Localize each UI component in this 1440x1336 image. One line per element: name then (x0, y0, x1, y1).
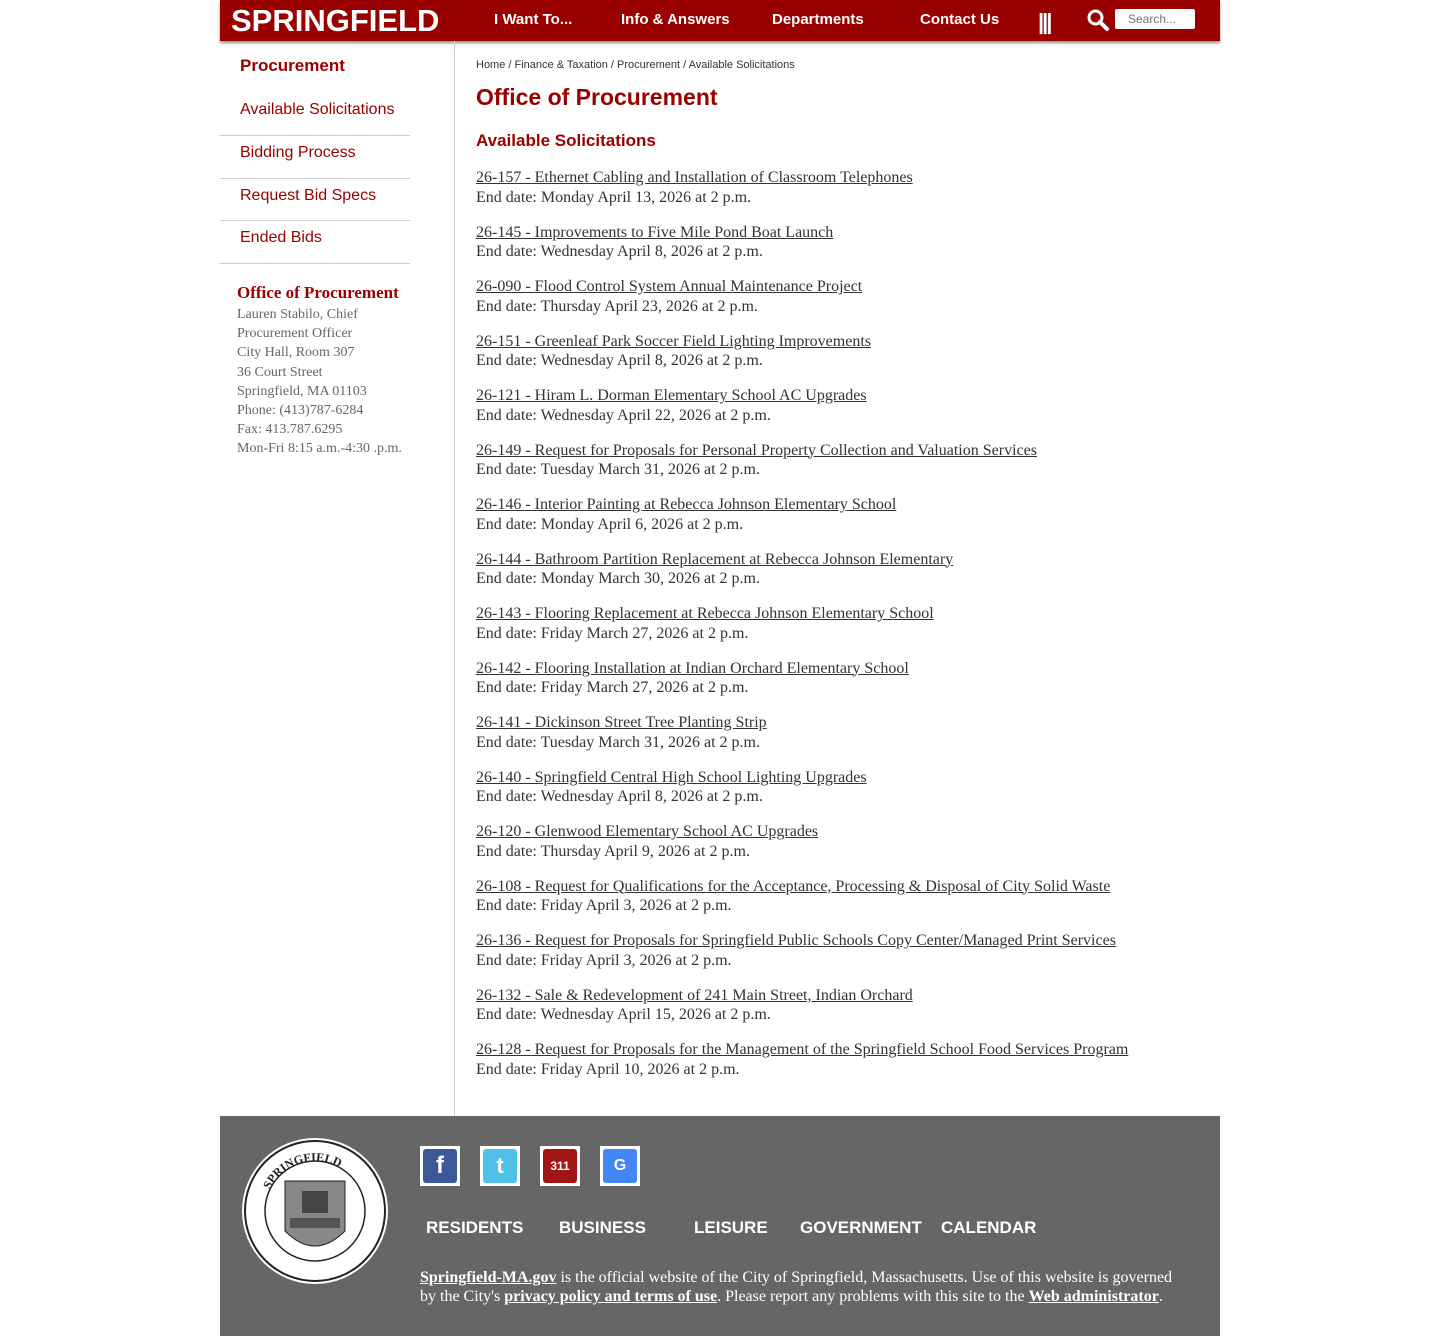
breadcrumb-home[interactable]: Home (476, 59, 506, 71)
solicitation-link[interactable]: 26-136 - Request for Proposals for Springfield Public Schools Copy Center/Managed Print Services (476, 932, 1116, 949)
solicitation-item (476, 386, 1128, 441)
nav-contact-us[interactable]: Contact Us (920, 11, 1000, 28)
google-translate-icon[interactable]: G (600, 1146, 640, 1186)
solicitation-link[interactable]: 26-128 - Request for Proposals for the Management of the Springfield School Food Services Program (476, 1041, 1129, 1058)
facebook-icon[interactable]: f (420, 1146, 460, 1186)
311-icon[interactable]: 311 (540, 1146, 580, 1186)
footer-nav-leisure[interactable]: LEISURE (694, 1218, 768, 1237)
section-title: Available Solicitations (476, 131, 656, 150)
solicitation-link[interactable]: 26-141 - Dickinson Street Tree Planting Strip (476, 714, 767, 731)
footer-nav-residents[interactable]: RESIDENTS (426, 1218, 524, 1237)
solicitation-link[interactable]: 26-108 - Request for Qualifications for the Acceptance, Processing & Disposal of City Solid Waste (476, 877, 1111, 895)
solicitation-link[interactable]: 26-090 - Flood Control System Annual Maintenance Project (476, 278, 863, 295)
sidebar-item-bidding-process[interactable]: Bidding Process (240, 144, 356, 161)
solicitation-link[interactable]: 26-157 - Ethernet Cabling and Installation of Classroom Telephones (476, 169, 913, 186)
solicitation-item (476, 223, 1128, 278)
solicitation-end-date: End date: Tuesday March 31, 2026 at 2 p.m. (476, 461, 760, 478)
footer-nav-government[interactable]: GOVERNMENT (800, 1218, 922, 1237)
contact-block (237, 283, 402, 459)
solicitation-item (476, 1040, 1128, 1095)
legal-text (420, 1268, 1190, 1306)
twitter-icon[interactable]: t (480, 1146, 520, 1186)
solicitation-end-date: End date: Monday April 13, 2026 at 2 p.m. (476, 188, 752, 206)
web-admin-link[interactable]: Web administrator (1028, 1288, 1159, 1305)
site-logo[interactable]: SPRINGFIELD (231, 2, 440, 38)
solicitation-item (476, 713, 1128, 768)
solicitation-link[interactable]: 26-146 - Interior Painting at Rebecca Johnson Elementary School (476, 496, 897, 513)
contact-hours: Mon-Fri 8:15 a.m.-4:30 .p.m. (237, 441, 402, 457)
legal-text-1: is the official website of the City of Springfield, Massachusetts. Use of this website is governed by the City's (420, 1269, 1173, 1305)
solicitation-end-date: End date: Tuesday March 31, 2026 at 2 p.m. (476, 733, 760, 751)
site-header (220, 0, 1220, 41)
solicitation-item (476, 604, 1128, 659)
sidebar-item-available-solicitations[interactable]: Available Solicitations (240, 101, 395, 118)
solicitation-end-date: End date: Thursday April 23, 2026 at 2 p.m. (476, 297, 758, 315)
city-seal-logo (240, 1136, 390, 1291)
solicitation-link[interactable]: 26-151 - Greenleaf Park Soccer Field Lighting Improvements (476, 332, 871, 350)
solicitation-list (476, 168, 1128, 1095)
solicitation-link[interactable]: 26-149 - Request for Proposals for Personal Property Collection and Valuation Services (476, 441, 1037, 459)
breadcrumb-procurement[interactable]: Procurement (617, 59, 681, 71)
contact-line: City Hall, Room 307 (237, 345, 355, 361)
solicitation-item (476, 550, 1128, 605)
contact-line: Procurement Officer (237, 326, 353, 342)
solicitation-link[interactable]: 26-140 - Springfield Central High School Lighting Upgrades (476, 768, 867, 786)
solicitation-item (476, 332, 1128, 387)
solicitation-link[interactable]: 26-132 - Sale & Redevelopment of 241 Main Street, Indian Orchard (476, 986, 913, 1004)
contact-line: 36 Court Street (237, 364, 323, 380)
site-link[interactable]: Springfield-MA.gov (420, 1269, 557, 1286)
menu-icon[interactable]: ||| (1038, 9, 1051, 34)
divider (220, 263, 410, 264)
nav-info-answers[interactable]: Info & Answers (621, 11, 730, 28)
breadcrumb-current: Available Solicitations (688, 59, 795, 71)
sidebar-item-request-bid-specs[interactable]: Request Bid Specs (240, 187, 377, 204)
nav-departments[interactable]: Departments (772, 11, 864, 28)
footer-nav-calendar[interactable]: CALENDAR (941, 1218, 1037, 1237)
footer (220, 1116, 1220, 1336)
solicitation-link[interactable]: 26-143 - Flooring Replacement at Rebecca Johnson Elementary School (476, 605, 934, 622)
search-input[interactable] (1115, 9, 1195, 29)
solicitation-link[interactable]: 26-120 - Glenwood Elementary School AC Upgrades (476, 823, 819, 840)
divider (220, 135, 410, 136)
solicitation-end-date: End date: Wednesday April 22, 2026 at 2 p.m. (476, 406, 771, 424)
solicitation-end-date: End date: Wednesday April 8, 2026 at 2 p.m. (476, 243, 763, 260)
contact-line: Springfield, MA 01103 (237, 383, 367, 399)
solicitation-end-date: End date: Monday April 6, 2026 at 2 p.m. (476, 515, 744, 533)
solicitation-link[interactable]: 26-145 - Improvements to Five Mile Pond Boat Launch (476, 223, 834, 241)
solicitation-end-date: End date: Wednesday April 15, 2026 at 2 p.m. (476, 1006, 771, 1023)
solicitation-end-date: End date: Thursday April 9, 2026 at 2 p.m. (476, 842, 750, 860)
divider (220, 220, 410, 221)
breadcrumb-finance[interactable]: Finance & Taxation (514, 59, 608, 71)
solicitation-item (476, 877, 1128, 932)
legal-text-2: . Please report any problems with this site to the (717, 1288, 1029, 1305)
svg-text:SPRINGFIELD: SPRINGFIELD (260, 1149, 345, 1192)
solicitation-link[interactable]: 26-121 - Hiram L. Dorman Elementary School AC Upgrades (476, 387, 867, 404)
footer-nav-business[interactable]: BUSINESS (559, 1218, 646, 1237)
solicitation-end-date: End date: Wednesday April 8, 2026 at 2 p.m. (476, 352, 763, 369)
solicitation-item (476, 768, 1128, 823)
contact-title: Office of Procurement (237, 283, 399, 302)
nav-i-want-to[interactable]: I Want To... (494, 11, 573, 28)
contact-fax: Fax: 413.787.6295 (237, 422, 343, 438)
solicitation-end-date: End date: Friday April 3, 2026 at 2 p.m. (476, 897, 732, 914)
solicitation-end-date: End date: Friday March 27, 2026 at 2 p.m. (476, 679, 749, 696)
solicitation-link[interactable]: 26-142 - Flooring Installation at Indian Orchard Elementary School (476, 659, 909, 677)
sidebar (220, 41, 455, 1116)
privacy-policy-link[interactable]: privacy policy and terms of use (504, 1288, 718, 1305)
solicitation-item (476, 277, 1128, 332)
solicitation-item (476, 986, 1128, 1041)
divider (220, 178, 410, 179)
solicitation-end-date: End date: Monday March 30, 2026 at 2 p.m. (476, 570, 760, 587)
solicitation-item (476, 168, 1128, 223)
solicitation-item (476, 931, 1128, 986)
solicitation-item (476, 495, 1128, 550)
page-title: Office of Procurement (476, 84, 718, 110)
solicitation-link[interactable]: 26-144 - Bathroom Partition Replacement at Rebecca Johnson Elementary (476, 550, 954, 568)
solicitation-item (476, 659, 1128, 714)
solicitation-item (476, 441, 1128, 496)
solicitation-end-date: End date: Friday March 27, 2026 at 2 p.m. (476, 624, 749, 642)
solicitation-end-date: End date: Wednesday April 8, 2026 at 2 p.m. (476, 788, 763, 805)
sidebar-item-ended-bids[interactable]: Ended Bids (240, 229, 322, 246)
solicitation-end-date: End date: Friday April 3, 2026 at 2 p.m. (476, 951, 732, 969)
solicitation-end-date: End date: Friday April 10, 2026 at 2 p.m. (476, 1060, 740, 1078)
breadcrumb: Home / Finance & Taxation / Procurement / Available Solicitations (476, 59, 795, 71)
sidebar-heading[interactable]: Procurement (240, 56, 345, 75)
contact-phone: Phone: (413)787-6284 (237, 403, 364, 419)
search-icon[interactable] (1086, 8, 1110, 37)
legal-text-3: . (1158, 1288, 1163, 1305)
solicitation-item (476, 822, 1128, 877)
contact-line: Lauren Stabilo, Chief (237, 307, 358, 322)
